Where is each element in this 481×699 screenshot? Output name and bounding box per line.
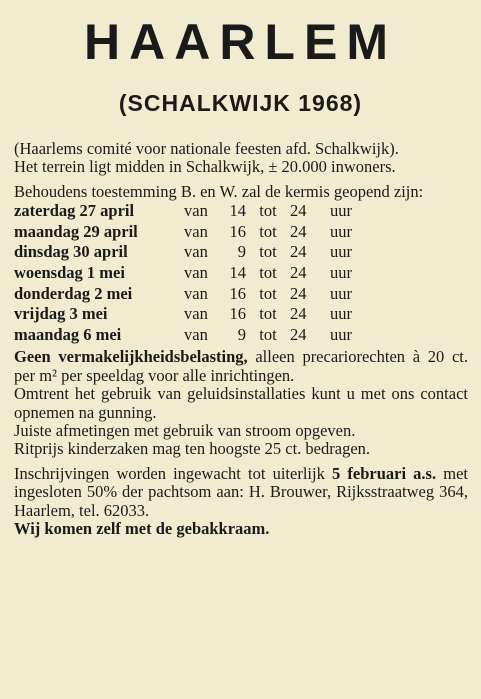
- schedule-tot: tot: [259, 263, 277, 282]
- schedule-to: 24: [290, 283, 307, 303]
- schedule-to: 24: [290, 242, 307, 262]
- schedule-uur: uur: [330, 201, 352, 221]
- registration-after: met ingesloten 50% der pachtsom aan: H. Brouwer, Rijksstraatweg 364, Haarlem, tel. 62033.: [14, 463, 468, 520]
- schedule-van: van: [184, 263, 208, 282]
- schedule-tot: tot: [259, 283, 277, 303]
- schedule-row: [14, 285, 359, 306]
- schedule-to: 24: [290, 263, 307, 282]
- tax-highlight: Geen vermakelijkheidsbelasting,: [14, 347, 248, 367]
- closing-text: Wij komen zelf met de gebakkraam.: [14, 519, 270, 539]
- schedule-van: van: [184, 201, 208, 221]
- schedule-from: 16: [229, 283, 246, 303]
- schedule-from: 16: [229, 221, 246, 241]
- schedule-van: van: [184, 221, 208, 241]
- schedule-to: 24: [290, 201, 307, 221]
- schedule-uur: uur: [330, 283, 352, 303]
- page-title: HAARLEM: [84, 14, 397, 70]
- schedule-row: [14, 305, 359, 326]
- schedule-uur: uur: [330, 263, 352, 282]
- schedule-day: dinsdag 30 april: [14, 242, 128, 262]
- schedule-tot: tot: [259, 304, 277, 324]
- schedule-van: van: [184, 304, 208, 324]
- page-subtitle: (SCHALKWIJK 1968): [118, 90, 363, 116]
- dimensions-text: Juiste afmetingen met gebruik van stroom opgeven.: [14, 421, 356, 440]
- schedule-tot: tot: [259, 201, 277, 221]
- location-text: Het terrein ligt midden in Schalkwijk, ± 20.000 inwoners.: [14, 157, 396, 177]
- schedule-uur: uur: [330, 304, 352, 324]
- closing-paragraph: [14, 520, 468, 538]
- schedule-tot: tot: [259, 324, 277, 344]
- schedule-to: 24: [290, 221, 307, 241]
- tax-paragraph: [14, 348, 468, 385]
- schedule-uur: uur: [330, 221, 352, 241]
- schedule-van: van: [184, 242, 208, 262]
- schedule-van: van: [184, 283, 208, 303]
- schedule-to: 24: [290, 324, 307, 344]
- organizer-text: (Haarlems comité voor nationale feesten afd. Schalkwijk).: [14, 139, 399, 158]
- sound-text: Omtrent het gebruik van geluidsinstallaties kunt u met ons contact opnemen na gunning.: [14, 384, 468, 422]
- schedule-to: 24: [290, 304, 307, 324]
- schedule-tot: tot: [259, 242, 277, 262]
- schedule-list: [14, 202, 359, 346]
- schedule-uur: uur: [330, 242, 352, 262]
- schedule-tot: tot: [259, 221, 277, 241]
- schedule-row: [14, 264, 359, 285]
- schedule-van: van: [184, 324, 208, 344]
- schedule-day: zaterdag 27 april: [14, 201, 135, 221]
- schedule-from: 16: [229, 304, 246, 324]
- schedule-day: vrijdag 3 mei: [14, 304, 108, 324]
- schedule-uur: uur: [330, 324, 352, 344]
- registration-before: Inschrijvingen worden ingewacht tot uiterlijk: [14, 463, 332, 483]
- schedule-from: 9: [237, 242, 246, 262]
- registration-paragraph: [14, 465, 468, 520]
- opening-text: Behoudens toestemming B. en W. zal de kermis geopend zijn:: [14, 181, 424, 201]
- schedule-from: 14: [229, 201, 246, 221]
- schedule-day: donderdag 2 mei: [14, 283, 133, 303]
- schedule-row: [14, 326, 359, 347]
- schedule-row: [14, 202, 359, 223]
- registration-deadline: 5 februari a.s.: [331, 463, 437, 483]
- schedule-row: [14, 223, 359, 244]
- ad-body: [14, 140, 468, 538]
- schedule-day: maandag 29 april: [14, 221, 138, 241]
- ride-price-text: Ritprijs kinderzaken mag ten hoogste 25 ct. bedragen.: [14, 439, 371, 459]
- schedule-day: woensdag 1 mei: [14, 263, 125, 282]
- tax-text: alleen precariorechten à 20 ct. per m² per speeldag voor alle inrichtingen.: [14, 347, 468, 385]
- schedule-from: 14: [229, 263, 246, 282]
- schedule-row: [14, 243, 359, 264]
- schedule-day: maandag 6 mei: [14, 324, 122, 344]
- schedule-from: 9: [237, 324, 246, 344]
